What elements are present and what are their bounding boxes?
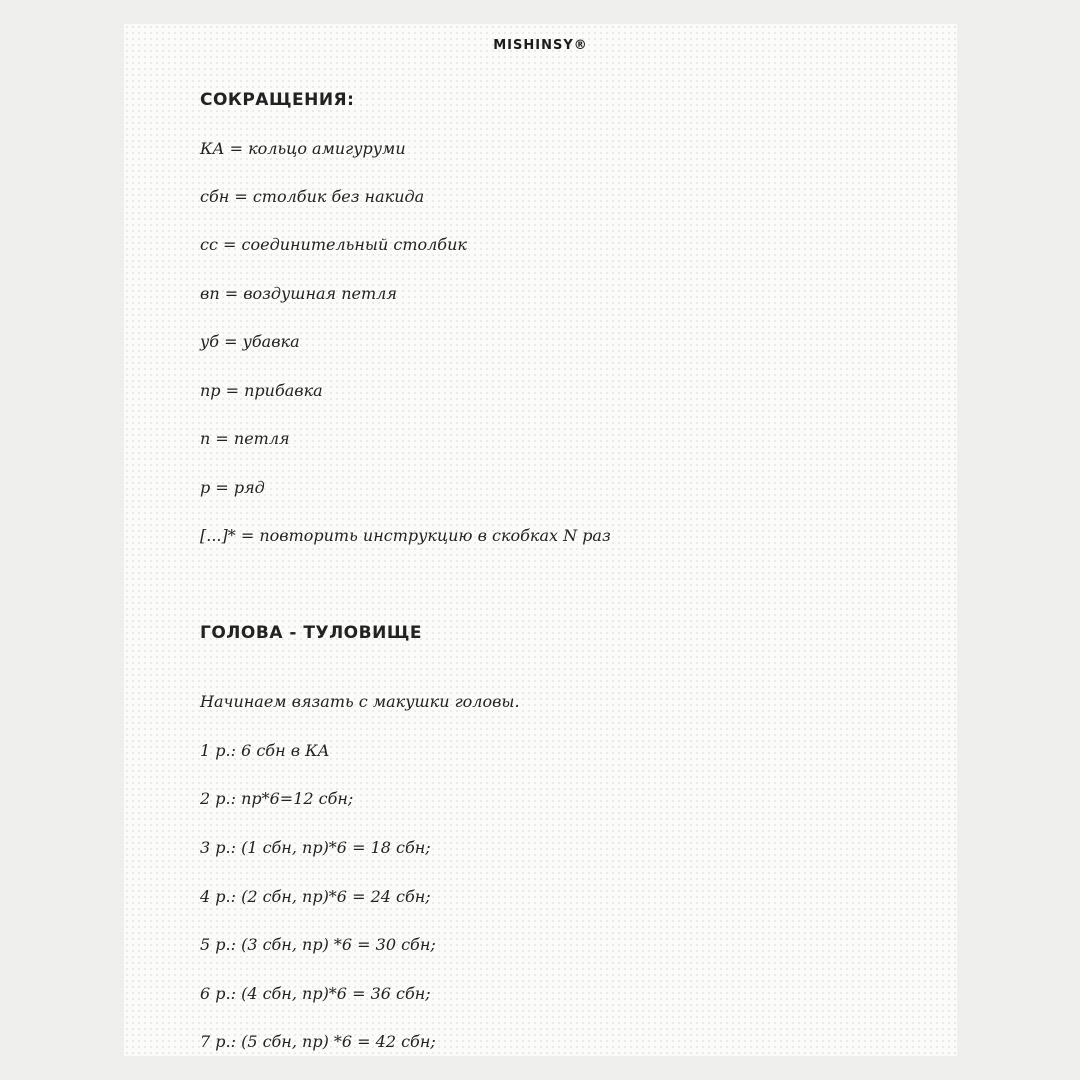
brand-logo: MISHINSY® <box>493 38 588 53</box>
abbreviations-title: СОКРАЩЕНИЯ: <box>200 90 355 110</box>
abbreviation-item: п = петля <box>200 429 290 448</box>
pattern-page <box>124 24 957 1056</box>
abbreviation-item: пр = прибавка <box>200 381 323 400</box>
abbreviation-item: уб = убавка <box>200 332 300 351</box>
pattern-row: 6 р.: (4 сбн, пр)*6 = 36 сбн; <box>200 984 431 1003</box>
section-intro: Начинаем вязать с макушки головы. <box>200 692 520 711</box>
section-title: ГОЛОВА - ТУЛОВИЩЕ <box>200 623 422 643</box>
abbreviation-item: сбн = столбик без накида <box>200 187 425 206</box>
abbreviation-item: сс = соединительный столбик <box>200 235 467 254</box>
pattern-row: 1 р.: 6 сбн в КА <box>200 741 330 760</box>
pattern-row: 7 р.: (5 сбн, пр) *6 = 42 сбн; <box>200 1032 436 1051</box>
abbreviation-item: вп = воздушная петля <box>200 284 397 303</box>
pattern-row: 3 р.: (1 сбн, пр)*6 = 18 сбн; <box>200 838 431 857</box>
pattern-row: 4 р.: (2 сбн, пр)*6 = 24 сбн; <box>200 887 431 906</box>
abbreviation-item: КА = кольцо амигуруми <box>200 139 406 158</box>
abbreviation-item: р = ряд <box>200 478 265 497</box>
abbreviation-item: [...]* = повторить инструкцию в скобках N раз <box>200 526 611 545</box>
pattern-row: 5 р.: (3 сбн, пр) *6 = 30 сбн; <box>200 935 436 954</box>
pattern-row: 2 р.: пр*6=12 сбн; <box>200 789 354 808</box>
